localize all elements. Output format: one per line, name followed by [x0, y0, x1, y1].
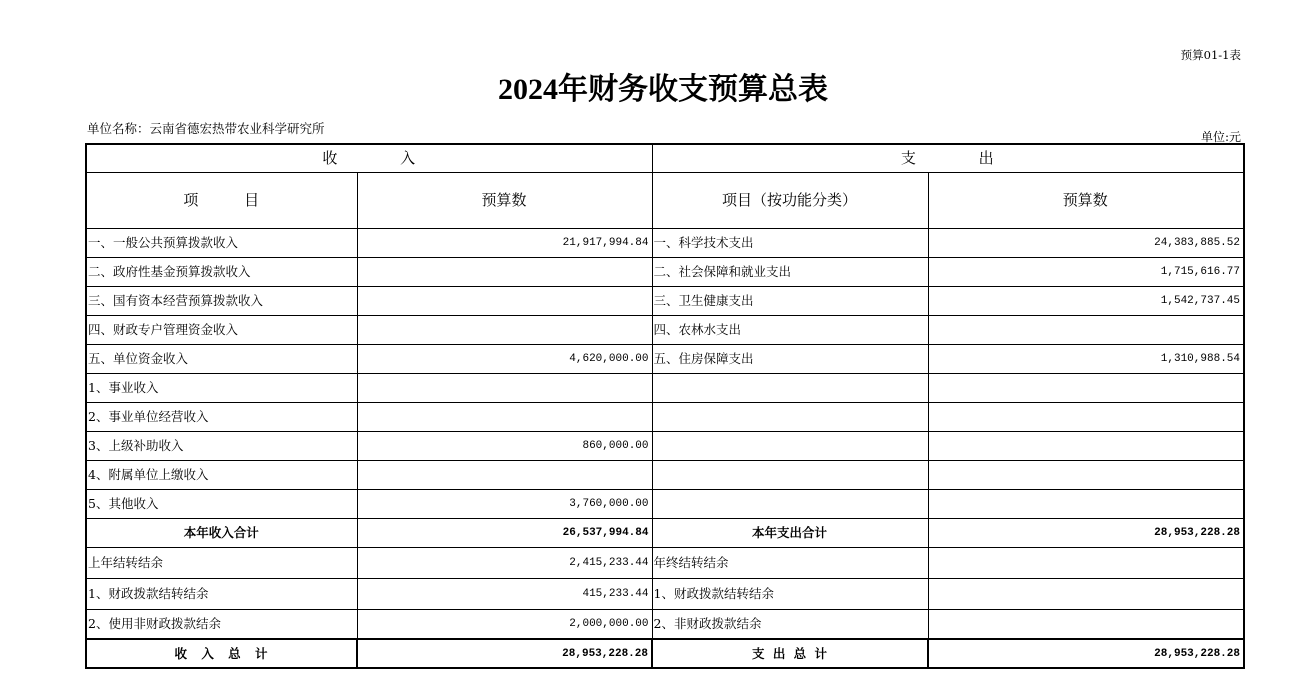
expense-amount-cell: [928, 609, 1244, 639]
income-item-cell: 三、国有资本经营预算拨款收入: [86, 286, 357, 315]
income-amount-cell: 2,415,233.44: [357, 547, 652, 578]
income-section-header: 收 入: [86, 144, 652, 172]
income-amount-cell: 3,760,000.00: [357, 489, 652, 518]
table-row: [86, 257, 1244, 286]
income-item-cell: 3、上级补助收入: [86, 431, 357, 460]
expense-section-header: 支 出: [652, 144, 1244, 172]
section-header-row: [86, 144, 1244, 172]
table-row: [86, 431, 1244, 460]
expense-item-cell: [652, 402, 928, 431]
expense-item-cell: 年终结转结余: [652, 547, 928, 578]
income-item-column-header: 项 目: [86, 172, 357, 228]
table-row: [86, 315, 1244, 344]
expense-item-cell: [652, 489, 928, 518]
expense-item-cell: 五、住房保障支出: [652, 344, 928, 373]
expense-amount-cell: 1,715,616.77: [928, 257, 1244, 286]
expense-budget-column-header: 预算数: [928, 172, 1244, 228]
carryover-row: [86, 578, 1244, 609]
grand-income-total-label: 收 入 总 计: [86, 639, 357, 668]
income-item-cell: 2、使用非财政拨款结余: [86, 609, 357, 639]
income-item-cell: 1、事业收入: [86, 373, 357, 402]
income-amount-cell: [357, 373, 652, 402]
income-item-cell: 一、一般公共预算拨款收入: [86, 228, 357, 257]
annual-expense-total-amount: 28,953,228.28: [928, 518, 1244, 547]
grand-income-total-amount: 28,953,228.28: [357, 639, 652, 668]
currency-unit-label: 单位:元: [1200, 130, 1241, 144]
income-amount-cell: [357, 460, 652, 489]
income-amount-cell: 4,620,000.00: [357, 344, 652, 373]
expense-item-cell: 四、农林水支出: [652, 315, 928, 344]
income-item-cell: 4、附属单位上缴收入: [86, 460, 357, 489]
expense-item-column-header: 项目（按功能分类）: [652, 172, 928, 228]
income-item-cell: 2、事业单位经营收入: [86, 402, 357, 431]
table-row: [86, 489, 1244, 518]
expense-amount-cell: [928, 402, 1244, 431]
carryover-row: [86, 609, 1244, 639]
income-item-cell: 四、财政专户管理资金收入: [86, 315, 357, 344]
expense-item-cell: [652, 431, 928, 460]
expense-item-cell: 二、社会保障和就业支出: [652, 257, 928, 286]
expense-amount-cell: 24,383,885.52: [928, 228, 1244, 257]
expense-item-cell: [652, 373, 928, 402]
form-code-label: 预算01-1表: [1180, 48, 1241, 62]
expense-amount-cell: [928, 460, 1244, 489]
expense-amount-cell: [928, 431, 1244, 460]
income-item-cell: 二、政府性基金预算拨款收入: [86, 257, 357, 286]
grand-total-row: [86, 639, 1244, 668]
column-header-row: [86, 172, 1244, 228]
income-amount-cell: [357, 286, 652, 315]
table-row: [86, 228, 1244, 257]
grand-expense-total-amount: 28,953,228.28: [928, 639, 1244, 668]
expense-amount-cell: [928, 547, 1244, 578]
income-item-cell: 1、财政拨款结转结余: [86, 578, 357, 609]
expense-item-cell: [652, 460, 928, 489]
expense-amount-cell: 1,542,737.45: [928, 286, 1244, 315]
table-row: [86, 460, 1244, 489]
expense-amount-cell: 1,310,988.54: [928, 344, 1244, 373]
expense-item-cell: 2、非财政拨款结余: [652, 609, 928, 639]
unit-name-label: 单位名称：云南省德宏热带农业科学研究所: [87, 121, 325, 136]
income-budget-column-header: 预算数: [357, 172, 652, 228]
annual-income-total-amount: 26,537,994.84: [357, 518, 652, 547]
expense-amount-cell: [928, 315, 1244, 344]
income-amount-cell: 21,917,994.84: [357, 228, 652, 257]
budget-table: [85, 143, 1245, 669]
income-item-cell: 5、其他收入: [86, 489, 357, 518]
income-amount-cell: 415,233.44: [357, 578, 652, 609]
expense-item-cell: 1、财政拨款结转结余: [652, 578, 928, 609]
expense-amount-cell: [928, 373, 1244, 402]
income-amount-cell: [357, 402, 652, 431]
annual-total-row: [86, 518, 1244, 547]
table-row: [86, 344, 1244, 373]
annual-income-total-label: 本年收入合计: [86, 518, 357, 547]
income-amount-cell: 860,000.00: [357, 431, 652, 460]
expense-amount-cell: [928, 489, 1244, 518]
income-item-cell: 上年结转结余: [86, 547, 357, 578]
income-amount-cell: [357, 257, 652, 286]
income-item-cell: 五、单位资金收入: [86, 344, 357, 373]
income-amount-cell: [357, 315, 652, 344]
table-row: [86, 402, 1244, 431]
document-title: 2024年财务收支预算总表: [498, 73, 828, 106]
table-row: [86, 373, 1244, 402]
table-row: [86, 286, 1244, 315]
carryover-row: [86, 547, 1244, 578]
expense-amount-cell: [928, 578, 1244, 609]
income-amount-cell: 2,000,000.00: [357, 609, 652, 639]
expense-item-cell: 三、卫生健康支出: [652, 286, 928, 315]
grand-expense-total-label: 支 出 总 计: [652, 639, 928, 668]
expense-item-cell: 一、科学技术支出: [652, 228, 928, 257]
annual-expense-total-label: 本年支出合计: [652, 518, 928, 547]
